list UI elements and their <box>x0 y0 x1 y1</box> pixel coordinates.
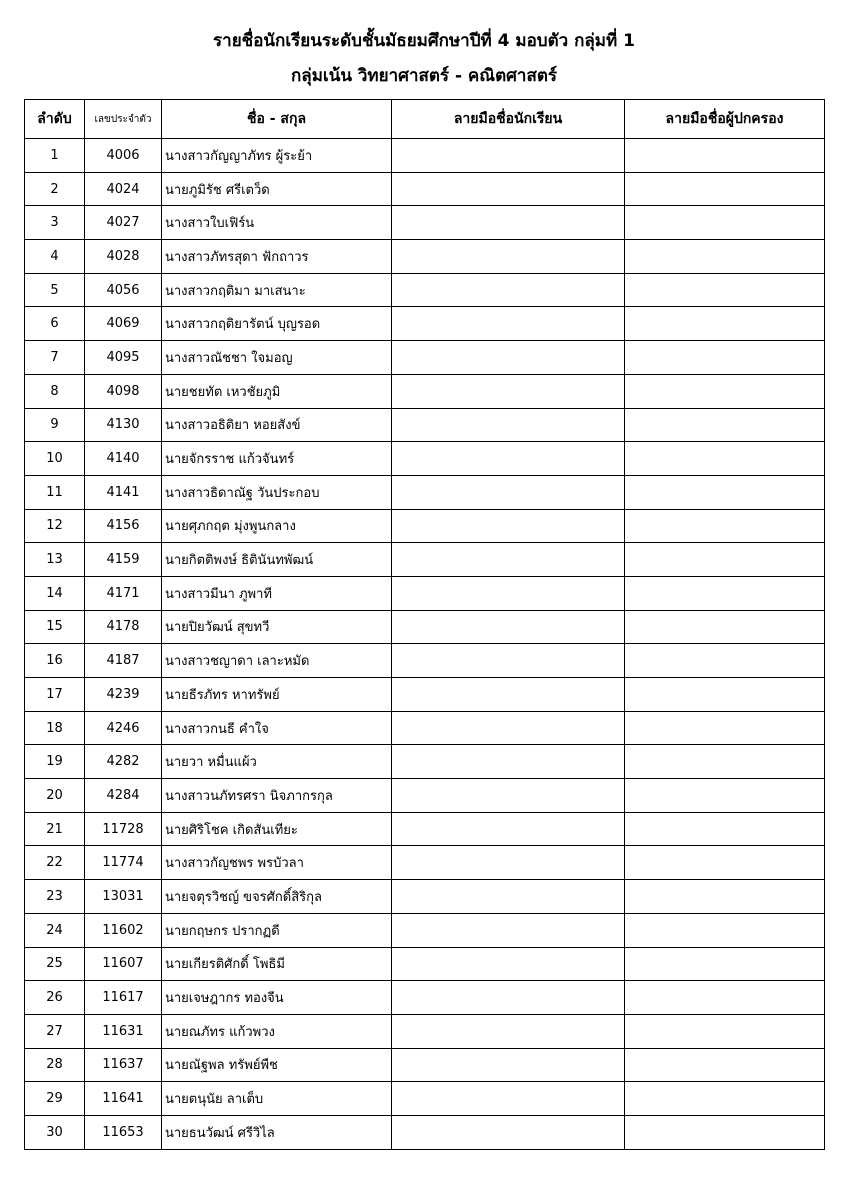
student-signature-cell <box>392 1115 625 1149</box>
student-name: นายเจษฎากร ทองจีน <box>162 981 392 1015</box>
parent-signature-cell <box>625 745 825 779</box>
row-number: 26 <box>25 981 85 1015</box>
parent-signature-cell <box>625 475 825 509</box>
row-number: 9 <box>25 408 85 442</box>
student-code: 4171 <box>85 576 162 610</box>
student-name: นางสาวธิดาณัฐ วันประกอบ <box>162 475 392 509</box>
table-row <box>25 1048 825 1082</box>
table-row <box>25 1082 825 1116</box>
student-name: นายวา หมื่นแผ้ว <box>162 745 392 779</box>
row-number: 2 <box>25 172 85 206</box>
student-name: นางสาวอธิติยา หอยสังข์ <box>162 408 392 442</box>
table-row <box>25 678 825 712</box>
row-number: 16 <box>25 644 85 678</box>
student-name: นายธนวัฒน์ ศรีวิไล <box>162 1115 392 1149</box>
student-name: นางสาวมีนา ภูพาที <box>162 576 392 610</box>
student-signature-cell <box>392 576 625 610</box>
student-name: นายจักรราช แก้วจันทร์ <box>162 442 392 476</box>
table-row <box>25 1014 825 1048</box>
parent-signature-cell <box>625 1014 825 1048</box>
table-row <box>25 644 825 678</box>
parent-signature-cell <box>625 341 825 375</box>
student-name: นางสาวนภัทรศรา นิจภากรกุล <box>162 779 392 813</box>
student-code: 4239 <box>85 678 162 712</box>
row-number: 14 <box>25 576 85 610</box>
table-row <box>25 812 825 846</box>
student-code: 4187 <box>85 644 162 678</box>
student-code: 4246 <box>85 711 162 745</box>
student-signature-cell <box>392 374 625 408</box>
row-number: 6 <box>25 307 85 341</box>
table-row <box>25 846 825 880</box>
table-row <box>25 273 825 307</box>
table-row <box>25 947 825 981</box>
student-signature-cell <box>392 812 625 846</box>
student-name: นายจตุรวิชญ์ ขจรศักดิ์สิริกุล <box>162 880 392 914</box>
student-signature-cell <box>392 509 625 543</box>
student-signature-cell <box>392 172 625 206</box>
table-row <box>25 779 825 813</box>
student-code: 4028 <box>85 240 162 274</box>
student-signature-cell <box>392 442 625 476</box>
parent-signature-cell <box>625 846 825 880</box>
student-signature-cell <box>392 1014 625 1048</box>
table-header-row <box>25 100 825 139</box>
parent-signature-cell <box>625 1115 825 1149</box>
student-name: นายชยทัต เหวชัยภูมิ <box>162 374 392 408</box>
student-name: นายศุภกฤต มุ่งพูนกลาง <box>162 509 392 543</box>
student-signature-cell <box>392 206 625 240</box>
student-code: 4024 <box>85 172 162 206</box>
student-signature-cell <box>392 475 625 509</box>
table-row <box>25 206 825 240</box>
student-name: นายปิยวัฒน์ สุขทวี <box>162 610 392 644</box>
student-code: 11641 <box>85 1082 162 1116</box>
student-code: 4027 <box>85 206 162 240</box>
student-signature-cell <box>392 981 625 1015</box>
student-name: นางสาวใบเฟิร์น <box>162 206 392 240</box>
table-row <box>25 880 825 914</box>
student-signature-cell <box>392 139 625 173</box>
student-signature-cell <box>392 1082 625 1116</box>
parent-signature-cell <box>625 509 825 543</box>
parent-signature-cell <box>625 947 825 981</box>
row-number: 8 <box>25 374 85 408</box>
student-signature-cell <box>392 1048 625 1082</box>
student-name: นายภูมิรัช ศรีเตว็ด <box>162 172 392 206</box>
student-signature-cell <box>392 408 625 442</box>
parent-signature-cell <box>625 644 825 678</box>
student-list-table <box>24 99 825 1150</box>
student-signature-cell <box>392 846 625 880</box>
student-name: นายกฤษกร ปรากฏดี <box>162 913 392 947</box>
parent-signature-cell <box>625 206 825 240</box>
student-name: นางสาวณัชชา ใจมอญ <box>162 341 392 375</box>
student-name: นายธีรภัทร หาทรัพย์ <box>162 678 392 712</box>
student-code: 4156 <box>85 509 162 543</box>
table-row <box>25 509 825 543</box>
student-signature-cell <box>392 307 625 341</box>
row-number: 4 <box>25 240 85 274</box>
row-number: 27 <box>25 1014 85 1048</box>
student-code: 4159 <box>85 543 162 577</box>
row-number: 17 <box>25 678 85 712</box>
student-name: นางสาวกัญชพร พรบัวลา <box>162 846 392 880</box>
table-row <box>25 475 825 509</box>
table-row <box>25 307 825 341</box>
parent-signature-cell <box>625 981 825 1015</box>
table-row <box>25 408 825 442</box>
parent-signature-cell <box>625 240 825 274</box>
student-name: นางสาวภัทรสุดา ฟักถาวร <box>162 240 392 274</box>
table-row <box>25 576 825 610</box>
student-code: 4140 <box>85 442 162 476</box>
table-row <box>25 543 825 577</box>
student-name: นายกิตติพงษ์ ธิตินันทพัฒน์ <box>162 543 392 577</box>
header-no: ลำดับ <box>25 100 85 139</box>
parent-signature-cell <box>625 273 825 307</box>
student-code: 4069 <box>85 307 162 341</box>
row-number: 24 <box>25 913 85 947</box>
student-name: นายณัฐพล ทรัพย์พืช <box>162 1048 392 1082</box>
student-signature-cell <box>392 745 625 779</box>
student-code: 4056 <box>85 273 162 307</box>
row-number: 18 <box>25 711 85 745</box>
row-number: 29 <box>25 1082 85 1116</box>
student-signature-cell <box>392 779 625 813</box>
parent-signature-cell <box>625 576 825 610</box>
student-name: นายณภัทร แก้วพวง <box>162 1014 392 1048</box>
student-name: นายตนุนัย ลาเต็บ <box>162 1082 392 1116</box>
student-signature-cell <box>392 341 625 375</box>
parent-signature-cell <box>625 610 825 644</box>
student-signature-cell <box>392 880 625 914</box>
table-row <box>25 341 825 375</box>
row-number: 5 <box>25 273 85 307</box>
parent-signature-cell <box>625 442 825 476</box>
table-row <box>25 981 825 1015</box>
row-number: 22 <box>25 846 85 880</box>
table-row <box>25 442 825 476</box>
table-row <box>25 610 825 644</box>
row-number: 25 <box>25 947 85 981</box>
student-name: นางสาวกฤติมา มาเสนาะ <box>162 273 392 307</box>
row-number: 19 <box>25 745 85 779</box>
row-number: 3 <box>25 206 85 240</box>
student-code: 11637 <box>85 1048 162 1082</box>
student-name: นายศิริโชค เกิดสันเทียะ <box>162 812 392 846</box>
parent-signature-cell <box>625 172 825 206</box>
row-number: 23 <box>25 880 85 914</box>
student-signature-cell <box>392 610 625 644</box>
student-code: 4130 <box>85 408 162 442</box>
student-code: 11728 <box>85 812 162 846</box>
student-code: 11602 <box>85 913 162 947</box>
student-code: 11653 <box>85 1115 162 1149</box>
parent-signature-cell <box>625 678 825 712</box>
table-row <box>25 240 825 274</box>
row-number: 7 <box>25 341 85 375</box>
student-code: 4141 <box>85 475 162 509</box>
student-name: นางสาวชญาดา เลาะหมัด <box>162 644 392 678</box>
student-signature-cell <box>392 273 625 307</box>
student-code: 4282 <box>85 745 162 779</box>
parent-signature-cell <box>625 139 825 173</box>
student-code: 11774 <box>85 846 162 880</box>
table-row <box>25 745 825 779</box>
student-code: 4098 <box>85 374 162 408</box>
student-code: 4284 <box>85 779 162 813</box>
student-signature-cell <box>392 644 625 678</box>
student-code: 11617 <box>85 981 162 1015</box>
parent-signature-cell <box>625 1082 825 1116</box>
student-code: 13031 <box>85 880 162 914</box>
row-number: 21 <box>25 812 85 846</box>
student-name: นายเกียรติศักดิ์ โพธิมี <box>162 947 392 981</box>
row-number: 12 <box>25 509 85 543</box>
student-code: 4178 <box>85 610 162 644</box>
row-number: 28 <box>25 1048 85 1082</box>
row-number: 1 <box>25 139 85 173</box>
parent-signature-cell <box>625 711 825 745</box>
parent-signature-cell <box>625 408 825 442</box>
table-row <box>25 711 825 745</box>
table-row <box>25 1115 825 1149</box>
student-name: นางสาวกัญญาภัทร ผู้ระย้า <box>162 139 392 173</box>
document-title: รายชื่อนักเรียนระดับชั้นมัธยมศึกษาปีที่ 4 มอบตัว กลุ่มที่ 1 <box>213 31 635 51</box>
row-number: 15 <box>25 610 85 644</box>
student-code: 4095 <box>85 341 162 375</box>
table-row <box>25 374 825 408</box>
student-signature-cell <box>392 913 625 947</box>
document-subtitle: กลุ่มเน้น วิทยาศาสตร์ - คณิตศาสตร์ <box>291 66 557 86</box>
parent-signature-cell <box>625 779 825 813</box>
header-code: เลขประจำตัว <box>85 100 162 139</box>
row-number: 13 <box>25 543 85 577</box>
student-signature-cell <box>392 543 625 577</box>
row-number: 11 <box>25 475 85 509</box>
table-row <box>25 139 825 173</box>
header-parent-signature: ลายมือชื่อผู้ปกครอง <box>625 100 825 139</box>
header-name: ชื่อ - สกุล <box>162 100 392 139</box>
row-number: 20 <box>25 779 85 813</box>
parent-signature-cell <box>625 374 825 408</box>
parent-signature-cell <box>625 1048 825 1082</box>
student-signature-cell <box>392 240 625 274</box>
header-student-signature: ลายมือชื่อนักเรียน <box>392 100 625 139</box>
student-signature-cell <box>392 711 625 745</box>
row-number: 30 <box>25 1115 85 1149</box>
student-code: 11631 <box>85 1014 162 1048</box>
student-name: นางสาวกฤติยารัตน์ บุญรอด <box>162 307 392 341</box>
student-code: 4006 <box>85 139 162 173</box>
student-signature-cell <box>392 947 625 981</box>
table-row <box>25 913 825 947</box>
parent-signature-cell <box>625 812 825 846</box>
parent-signature-cell <box>625 880 825 914</box>
table-row <box>25 172 825 206</box>
parent-signature-cell <box>625 913 825 947</box>
row-number: 10 <box>25 442 85 476</box>
student-name: นางสาวกนธี คำใจ <box>162 711 392 745</box>
student-code: 11607 <box>85 947 162 981</box>
parent-signature-cell <box>625 543 825 577</box>
parent-signature-cell <box>625 307 825 341</box>
student-signature-cell <box>392 678 625 712</box>
